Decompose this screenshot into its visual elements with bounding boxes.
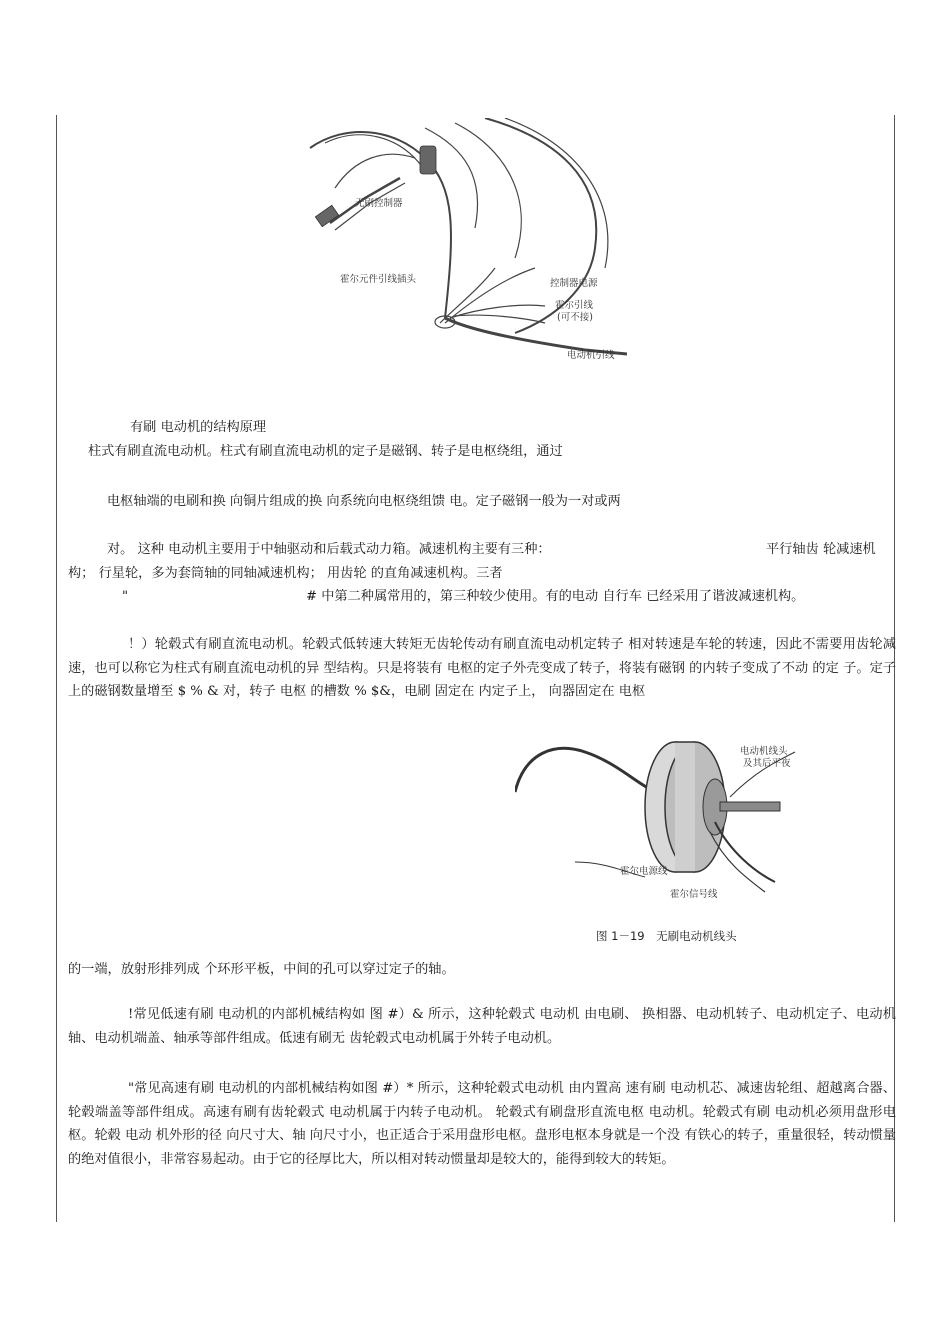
motor-terminal-label: 电动机线头 (740, 746, 788, 757)
section-heading: 有刷 电动机的结构原理 (130, 420, 267, 435)
paragraph-5: "常见高速有刷 电动机的内部机械结构如图 #）* 所示，这种轮毂式电动机 由内置高 速有刷 电动机芯、减速齿轮组、超越离合器、轮毂端盖等部件组成。高速有刷有齿轮毂式 电动机属于内转子电动机。 轮毂式有刷盘形直流电枢 电动机。轮毂式有刷 电动机必须用盘形电枢。轮毂 电动 机外形的径 向尺寸大、轴 向尺寸小，也正适合于采用盘形电枢。盘形电枢本身就是一个没 有铁心的转子，重量很轻，转动惯量的绝对值很小，非常容易起动。由于它的径厚比大，所以相对转动惯量却是较大的，能得到较大的转矩。 (68, 1081, 896, 1167)
hall-lead-label: 霍尔引线 (555, 300, 594, 311)
hub-motor-figure (515, 712, 815, 902)
left-margin-line (56, 115, 57, 1222)
paragraph-2-line-2: 构； 行星轮，多为套筒轴的同轴减速机构； 用齿轮 的直角减速机构。三者 (68, 566, 503, 581)
controller-label: 无刷控制器 (355, 198, 403, 209)
paragraph-3: ！）轮毂式有刷直流电动机。轮毂式低转速大转矩无齿轮传动有刷直流电动机定转子 相对转速是车轮的转速，因此不需要用齿轮减速，也可以称它为柱式有刷直流电动机的异 型结构。只是将装有 电枢的定子外壳变成了转子，将装有磁钢 的内转子变成了不动 的定 子。定子上的磁钢数量增至 $ % & 对，转子 电枢 的槽数 % $&，电刷 固定在 内定子上， 向器固定在 电枢 (68, 637, 896, 699)
hall-connector-label: 霍尔元件引线插头 (340, 274, 417, 285)
motor-lead-label: 电动机引线 (567, 350, 615, 361)
paragraph-2-line-1: 对。 这种 电动机主要用于中轴驱动和后载式动力箱。减速机构主要有三种： (107, 542, 551, 557)
optional-label: (可不接) (557, 312, 593, 323)
hall-signal-label: 霍尔信号线 (670, 889, 718, 900)
paragraph-2-quote-mark: " (122, 589, 129, 604)
controller-power-label: 控制器电源 (550, 278, 598, 289)
paragraph-2-line-1-right: 平行轴齿 轮减速机 (766, 542, 876, 557)
hall-power-label: 霍尔电源线 (620, 866, 668, 877)
paragraph-1-line-1: 柱式有刷直流电动机。柱式有刷直流电动机的定子是磁钢、转子是电枢绕组，通过 (88, 444, 563, 459)
figure-caption: 图 1－19 无刷电动机线头 (596, 929, 737, 943)
motor-terminal-sub-label: 及其后平夜 (743, 758, 791, 769)
paragraph-3-continued: 的一端，放射形排列成 个环形平板，中间的孔可以穿过定子的轴。 (68, 962, 455, 977)
paragraph-2-line-3: # 中第二种属常用的，第三种较少使用。有的电动 自行车 已经采用了谐波减速机构。 (306, 589, 805, 604)
paragraph-4: !常见低速有刷 电动机的内部机械结构如 图 #）& 所示，这种轮毂式 电动机 由电刷、 换相器、电动机转子、电动机定子、电动机轴、电动机端盖、轴承等部件组成。低速有刷无 齿轮毂式电动机属于外转子电动机。 (68, 1007, 896, 1046)
controller-wiring-figure (305, 118, 627, 370)
paragraph-1-line-2: 电枢轴端的电刷和换 向铜片组成的换 向系统向电枢绕组馈 电。定子磁钢一般为一对或两 (107, 494, 621, 509)
